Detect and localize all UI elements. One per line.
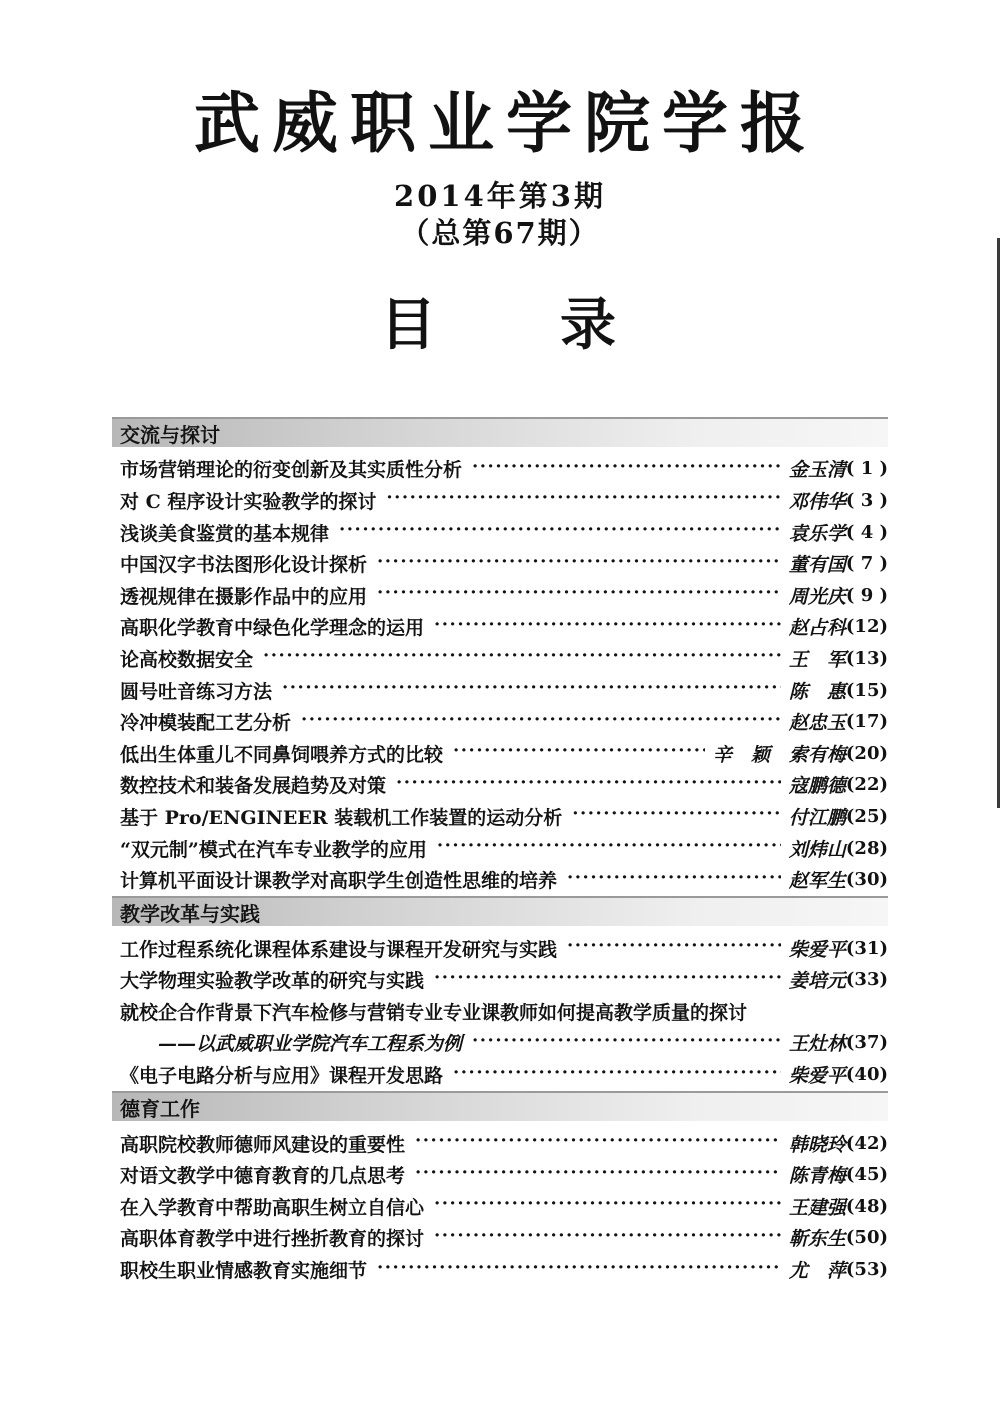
dot-leader xyxy=(472,458,781,476)
entry-title: 冷冲模装配工艺分析 xyxy=(120,712,292,735)
toc-heading: 目 录 xyxy=(380,292,620,359)
entry-title: 圆号吐音练习方法 xyxy=(120,680,273,703)
entry-author: 韩晓玲 xyxy=(788,1133,846,1156)
entry-title: 在入学教育中帮助高职生树立自信心 xyxy=(120,1196,425,1219)
entry-page-number: (37) xyxy=(845,1032,888,1054)
entry-page-number: (33) xyxy=(845,969,888,991)
entry-page-number: ( 4 ) xyxy=(845,521,888,543)
toc-body xyxy=(112,417,888,1285)
entry-author: 尤 萍 xyxy=(788,1260,846,1283)
dot-leader xyxy=(339,521,781,539)
entry-author: 赵军生 xyxy=(788,870,846,893)
dot-leader xyxy=(415,1164,781,1182)
toc-entry-row xyxy=(112,485,888,517)
entry-title: 工作过程系统化课程体系建设与课程开发研究与实践 xyxy=(120,938,558,961)
toc-entry-row xyxy=(112,516,888,548)
toc-section xyxy=(112,417,888,895)
entry-author: 王 军 xyxy=(788,648,846,671)
entry-title: 《电子电路分析与应用》课程开发思路 xyxy=(120,1065,444,1088)
dot-leader xyxy=(434,969,781,987)
entry-page-number: (15) xyxy=(845,679,888,701)
entry-title: 高职院校教师德师风建设的重要性 xyxy=(120,1133,406,1156)
entry-title: 职校生职业情感教育实施细节 xyxy=(120,1260,368,1283)
entry-title: 计算机平面设计课教学对高职学生创造性思维的培养 xyxy=(120,870,558,893)
dot-leader xyxy=(572,805,781,823)
entry-page-number: (50) xyxy=(845,1227,888,1249)
toc-entry-row xyxy=(112,1027,888,1059)
dot-leader xyxy=(567,937,781,955)
dot-leader xyxy=(377,584,781,602)
dot-leader xyxy=(377,553,781,571)
entry-author: 柴爱平 xyxy=(788,1065,846,1088)
entry-author: 王灶林 xyxy=(788,1033,846,1056)
entry-author: 付江鹏 xyxy=(788,806,846,829)
toc-entry-row xyxy=(112,579,888,611)
section-header-bar xyxy=(112,1091,888,1121)
toc-entry-row xyxy=(112,737,888,769)
entry-title: 大学物理实验教学改革的研究与实践 xyxy=(120,970,425,993)
toc-entry-row xyxy=(112,1191,888,1223)
toc-entry-row xyxy=(112,548,888,580)
entry-author: 董有国 xyxy=(788,554,846,577)
entry-page-number: (13) xyxy=(845,647,888,669)
toc-entry-row xyxy=(112,643,888,675)
entry-page-number: (30) xyxy=(845,869,888,891)
entry-author: 寇鹏德 xyxy=(788,775,846,798)
section-rows xyxy=(112,932,888,1090)
entry-title: 数控技术和装备发展趋势及对策 xyxy=(120,775,387,798)
section-header-bar xyxy=(112,896,888,926)
entry-title: ——以武威职业学院汽车工程系为例 xyxy=(158,1033,463,1056)
entry-page-number: ( 3 ) xyxy=(845,489,888,511)
toc-entry-row xyxy=(112,1127,888,1159)
entry-title: 浅谈美食鉴赏的基本规律 xyxy=(120,522,330,545)
entry-author: 赵忠玉 xyxy=(788,712,846,735)
entry-page-number: (42) xyxy=(845,1132,888,1154)
entry-title: 市场营销理论的衍变创新及其实质性分析 xyxy=(120,459,463,482)
toc-entry-row xyxy=(112,801,888,833)
dot-leader xyxy=(472,1032,781,1050)
entry-page-number: (31) xyxy=(845,937,888,959)
toc-entry-row xyxy=(112,1222,888,1254)
toc-entry-row xyxy=(112,706,888,738)
dot-leader xyxy=(396,774,781,792)
entry-title: 论高校数据安全 xyxy=(120,648,254,671)
entry-page-number: (40) xyxy=(845,1064,888,1086)
section-rows xyxy=(112,453,888,895)
dot-leader xyxy=(434,1195,781,1213)
dot-leader xyxy=(437,837,781,855)
masthead xyxy=(0,0,1000,359)
section-header-label: 教学改革与实践 xyxy=(120,901,260,926)
entry-page-number: (45) xyxy=(845,1164,888,1186)
entry-title: 高职体育教学中进行挫折教育的探讨 xyxy=(120,1228,425,1251)
dot-leader xyxy=(453,1064,781,1082)
toc-entry-row xyxy=(112,1059,888,1091)
entry-page-number: ( 9 ) xyxy=(845,584,888,606)
dot-leader xyxy=(434,1227,781,1245)
entry-author: 赵占科 xyxy=(788,617,846,640)
toc-entry-row xyxy=(112,769,888,801)
entry-title: 中国汉字书法图形化设计探析 xyxy=(120,554,368,577)
toc-entry-row xyxy=(112,964,888,996)
entry-author: 陈青梅 xyxy=(788,1165,846,1188)
dot-leader xyxy=(415,1132,781,1150)
entry-title: 高职化学教育中绿色化学理念的运用 xyxy=(120,617,425,640)
toc-entry-row xyxy=(112,611,888,643)
toc-entry-row xyxy=(112,996,888,1028)
entry-author: 刘炜山 xyxy=(788,838,846,861)
entry-title: 对语文教学中德育教育的几点思考 xyxy=(120,1165,406,1188)
toc-entry-row xyxy=(112,453,888,485)
toc-entry-row xyxy=(112,932,888,964)
toc-entry-row xyxy=(112,1254,888,1286)
entry-page-number: (22) xyxy=(845,774,888,796)
issue-line: 2014年第3期 xyxy=(394,178,606,213)
entry-page-number: (20) xyxy=(845,742,888,764)
entry-author: 姜培元 xyxy=(788,970,846,993)
dot-leader xyxy=(282,679,781,697)
toc-entry-row xyxy=(112,1159,888,1191)
entry-page-number: (53) xyxy=(845,1259,888,1281)
entry-author: 陈 惠 xyxy=(788,680,846,703)
dot-leader xyxy=(377,1259,781,1277)
dot-leader xyxy=(263,647,781,665)
toc-section xyxy=(112,1091,888,1285)
entry-title: 透视规律在摄影作品中的应用 xyxy=(120,585,368,608)
entry-author: 辛 颖 索有梅 xyxy=(712,743,846,766)
toc-entry-row xyxy=(112,832,888,864)
toc-entry-row xyxy=(112,864,888,896)
entry-title: 对 C 程序设计实验教学的探讨 xyxy=(120,490,377,513)
entry-page-number: (17) xyxy=(845,711,888,733)
dot-leader xyxy=(567,869,781,887)
entry-page-number: (48) xyxy=(845,1195,888,1217)
entry-page-number: ( 1 ) xyxy=(845,458,888,480)
entry-title: 低出生体重儿不同鼻饲喂养方式的比较 xyxy=(120,743,444,766)
section-rows xyxy=(112,1127,888,1285)
entry-page-number: ( 7 ) xyxy=(845,553,888,575)
section-header-label: 德育工作 xyxy=(120,1096,200,1121)
entry-author: 金玉清 xyxy=(788,459,846,482)
entry-title: 基于 Pro/ENGINEER 装载机工作装置的运动分析 xyxy=(120,806,563,829)
entry-title: 就校企合作背景下汽车检修与营销专业专业课教师如何提高教学质量的探讨 xyxy=(120,1001,748,1024)
entry-author: 王建强 xyxy=(788,1196,846,1219)
entry-author: 柴爱平 xyxy=(788,938,846,961)
entry-page-number: (25) xyxy=(845,805,888,827)
dot-leader xyxy=(434,616,781,634)
entry-author: 周光庆 xyxy=(788,585,846,608)
volume-line: （总第67期） xyxy=(400,216,600,251)
entry-page-number: (12) xyxy=(845,616,888,638)
entry-page-number: (28) xyxy=(845,837,888,859)
entry-title: “双元制”模式在汽车专业教学的应用 xyxy=(120,838,427,861)
dot-leader xyxy=(301,711,781,729)
dot-leader xyxy=(453,742,705,760)
section-header-label: 交流与探讨 xyxy=(120,422,220,447)
section-header-bar xyxy=(112,417,888,447)
dot-leader xyxy=(386,489,781,507)
entry-author: 靳东生 xyxy=(788,1228,846,1251)
journal-title: 武威职业学院学报 xyxy=(194,84,818,162)
toc-entry-row xyxy=(112,674,888,706)
toc-section xyxy=(112,896,888,1090)
entry-author: 袁乐学 xyxy=(788,522,846,545)
entry-author: 邓伟华 xyxy=(788,490,846,513)
